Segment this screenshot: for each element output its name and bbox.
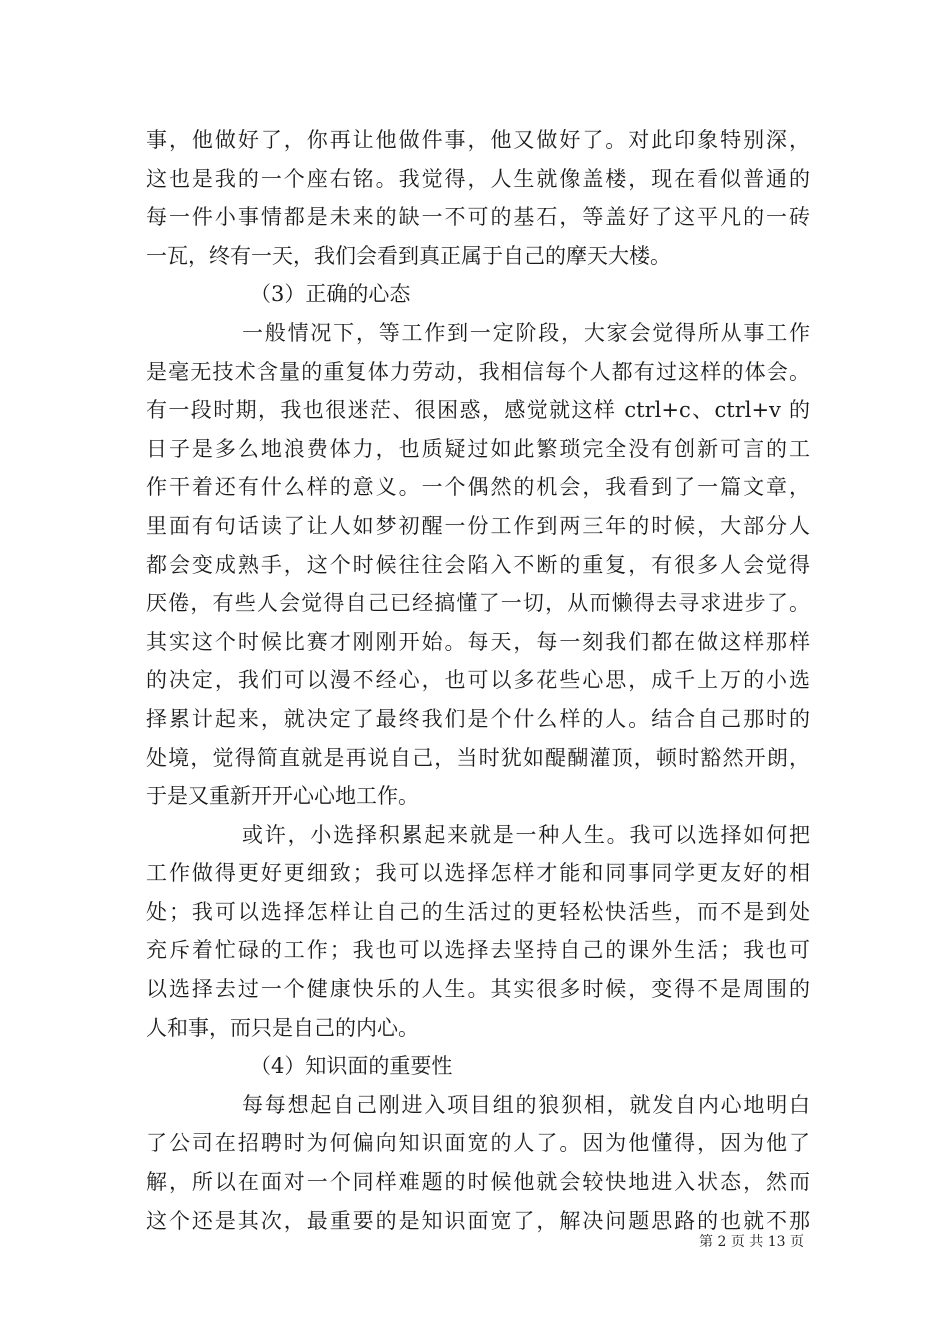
text-line: 的决定，我们可以漫不经心，也可以多花些心思，成千上万的小选 (146, 668, 810, 693)
text-line: 于是又重新开开心心地工作。 (146, 784, 419, 809)
document-body (146, 121, 810, 1240)
section-heading-3: （3）正确的心态 (250, 282, 411, 307)
text-line: 择累计起来，就决定了最终我们是个什么样的人。结合自己那时的 (146, 706, 810, 731)
text-line: 处境，觉得简直就是再说自己，当时犹如醍醐灌顶，顿时豁然开朗， (146, 745, 810, 770)
section-heading-4: （4）知识面的重要性 (250, 1054, 453, 1079)
text-line: 这个还是其次，最重要的是知识面宽了，解决问题思路的也就不那 (146, 1208, 810, 1233)
text-line: 处；我可以选择怎样让自己的生活过的更轻松快活些，而不是到处 (146, 899, 810, 924)
text-line: 解，所以在面对一个同样难题的时候他就会较快地进入状态，然而 (146, 1170, 810, 1195)
text-line: 这也是我的一个座右铭。我觉得，人生就像盖楼，现在看似普通的 (146, 166, 810, 191)
text-line: 都会变成熟手，这个时候往往会陷入不断的重复，有很多人会觉得 (146, 552, 810, 577)
text-line: 工作做得更好更细致；我可以选择怎样才能和同事同学更友好的相 (146, 861, 810, 886)
paragraph-first-line: 或许，小选择积累起来就是一种人生。我可以选择如何把 (242, 822, 810, 847)
text-line: 其实这个时候比赛才刚刚开始。每天，每一刻我们都在做这样那样 (146, 629, 810, 654)
text-line: 厌倦，有些人会觉得自己已经搞懂了一切，从而懒得去寻求进步了。 (146, 591, 810, 616)
text-line: 事，他做好了，你再让他做件事，他又做好了。对此印象特别深， (146, 128, 810, 152)
text-line: 有一段时期，我也很迷茫、很困惑，感觉就这样 ctrl+c、ctrl+v 的 (146, 398, 810, 423)
paragraph-first-line: 每每想起自己刚进入项目组的狼狈相，就发自内心地明白 (242, 1092, 810, 1117)
text-line: 以选择去过一个健康快乐的人生。其实很多时候，变得不是周围的 (146, 977, 810, 1002)
text-line: 里面有句话读了让人如梦初醒一份工作到两三年的时候，大部分人 (146, 513, 810, 538)
page-number-footer: 第 2 页 共 13 页 (699, 1234, 804, 1250)
paragraph-first-line: 一般情况下，等工作到一定阶段，大家会觉得所从事工作 (242, 320, 810, 345)
text-line: 一瓦，终有一天，我们会看到真正属于自己的摩天大楼。 (146, 243, 671, 268)
text-line: 是毫无技术含量的重复体力劳动，我相信每个人都有过这样的体会。 (146, 359, 810, 384)
text-line: 日子是多么地浪费体力，也质疑过如此繁琐完全没有创新可言的工 (146, 436, 810, 461)
text-line: 了公司在招聘时为何偏向知识面宽的人了。因为他懂得，因为他了 (146, 1131, 810, 1156)
text-line: 每一件小事情都是未来的缺一不可的基石，等盖好了这平凡的一砖 (146, 205, 810, 230)
text-line: 人和事，而只是自己的内心。 (146, 1015, 419, 1040)
text-line: 作干着还有什么样的意义。一个偶然的机会，我看到了一篇文章， (146, 475, 810, 500)
text-line: 充斥着忙碌的工作；我也可以选择去坚持自己的课外生活；我也可 (146, 938, 810, 963)
